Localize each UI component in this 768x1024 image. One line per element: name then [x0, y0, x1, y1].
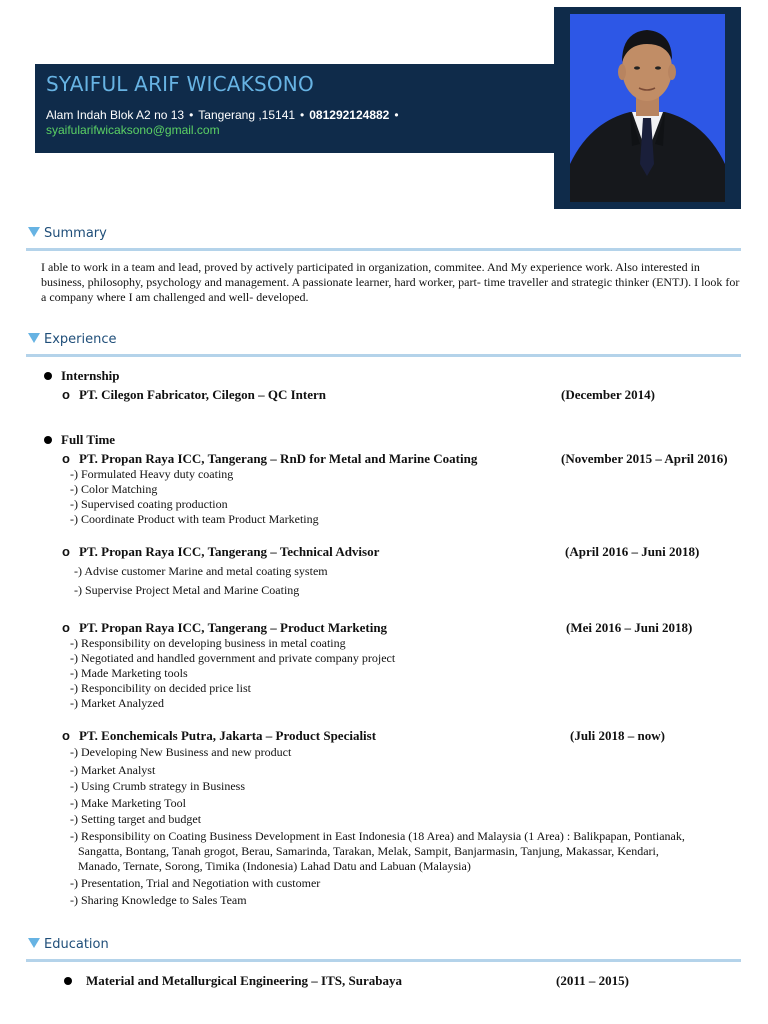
job-item: -) Color Matching	[70, 482, 158, 496]
summary-title: Summary	[44, 226, 107, 241]
divider	[26, 959, 741, 962]
separator: •	[300, 108, 305, 122]
internship-label: Internship	[61, 368, 120, 383]
triangle-down-icon	[28, 333, 40, 343]
job-date: (April 2016 – Juni 2018)	[565, 544, 700, 559]
job-role: PT. Eonchemicals Putra, Jakarta – Product Specialist	[79, 728, 377, 743]
job-item: -) Supervise Project Metal and Marine Coating	[74, 583, 300, 597]
job-item: Sangatta, Bontang, Tanah grogot, Berau, Samarinda, Tarakan, Melak, Sampit, Banjarmasin, Tanjung, Makassar, Kendari,	[78, 844, 659, 858]
education-title: Education	[44, 937, 109, 952]
job-date: (Juli 2018 – now)	[570, 728, 665, 743]
person-portrait-icon	[570, 14, 725, 202]
bullet-icon	[44, 436, 52, 444]
education-heading	[28, 937, 109, 952]
job-item: -) Market Analyst	[70, 763, 156, 777]
circle-bullet-icon: o	[62, 544, 70, 559]
job-item: -) Make Marketing Tool	[70, 796, 186, 810]
phone: 081292124882	[309, 108, 390, 122]
email-link[interactable]: syaifularifwicaksono@gmail.com	[46, 123, 220, 137]
summary-heading	[28, 226, 107, 241]
bullet-icon	[64, 977, 72, 985]
job-item: -) Coordinate Product with team Product Marketing	[70, 512, 319, 526]
job-item: -) Responsibility on Coating Business Development in East Indonesia (18 Area) and Malaysia (1 Area) : Balikpapan, Pontianak,	[70, 829, 685, 843]
bullet-icon	[44, 372, 52, 380]
city: Tangerang ,15141	[198, 108, 296, 122]
job-item: -) Made Marketing tools	[70, 666, 188, 680]
job-item: -) Developing New Business and new product	[70, 745, 292, 759]
job-item: -) Sharing Knowledge to Sales Team	[70, 893, 247, 907]
job-item: -) Setting target and budget	[70, 812, 202, 826]
circle-bullet-icon: o	[62, 620, 70, 635]
job-date: (November 2015 – April 2016)	[561, 451, 728, 466]
job-item: -) Supervised coating production	[70, 497, 228, 511]
job-date: (Mei 2016 – Juni 2018)	[566, 620, 693, 635]
job-item: -) Responcibility on decided price list	[70, 681, 251, 695]
address: Alam Indah Blok A2 no 13	[46, 108, 185, 122]
divider	[26, 248, 741, 251]
job-date: (December 2014)	[561, 387, 655, 402]
experience-heading	[28, 332, 117, 347]
job-item: -) Advise customer Marine and metal coating system	[74, 564, 328, 578]
circle-bullet-icon: o	[62, 728, 70, 743]
job-role: PT. Propan Raya ICC, Tangerang – Technical Advisor	[79, 544, 380, 559]
separator: •	[189, 108, 194, 122]
fulltime-label: Full Time	[61, 432, 116, 447]
education-date: (2011 – 2015)	[556, 973, 629, 988]
job-item: -) Market Analyzed	[70, 696, 164, 710]
contact-line	[46, 108, 404, 122]
candidate-name: SYAIFUL ARIF WICAKSONO	[46, 72, 314, 96]
job-item: -) Using Crumb strategy in Business	[70, 779, 245, 793]
job-item: -) Presentation, Trial and Negotiation with customer	[70, 876, 321, 890]
circle-bullet-icon: o	[62, 451, 70, 466]
profile-photo	[570, 14, 725, 202]
job-item: -) Formulated Heavy duty coating	[70, 467, 234, 481]
job-item: -) Negotiated and handled government and private company project	[70, 651, 396, 665]
job-role: PT. Propan Raya ICC, Tangerang – Product Marketing	[79, 620, 388, 635]
job-role: PT. Cilegon Fabricator, Cilegon – QC Intern	[79, 387, 326, 402]
education-degree: Material and Metallurgical Engineering – ITS, Surabaya	[86, 973, 402, 988]
divider	[26, 354, 741, 357]
circle-bullet-icon: o	[62, 387, 70, 402]
separator: •	[394, 108, 399, 122]
triangle-down-icon	[28, 938, 40, 948]
summary-text: I able to work in a team and lead, proved by actively participated in organization, commitee. And My experience work. Also interested in business, philosophy, psychology and management. A passionate learner, hard worker, part- time traveller and strategic thinker (ENTJ). I look for a company where I am challenged and well- developed.	[41, 260, 740, 304]
job-item: -) Responsibility on developing business in metal coating	[70, 636, 346, 650]
job-item: Manado, Ternate, Sorong, Timika (Indonesia) Lahad Datu and Labuan (Malaysia)	[78, 859, 471, 873]
triangle-down-icon	[28, 227, 40, 237]
experience-title: Experience	[44, 332, 117, 347]
job-role: PT. Propan Raya ICC, Tangerang – RnD for Metal and Marine Coating	[79, 451, 478, 466]
